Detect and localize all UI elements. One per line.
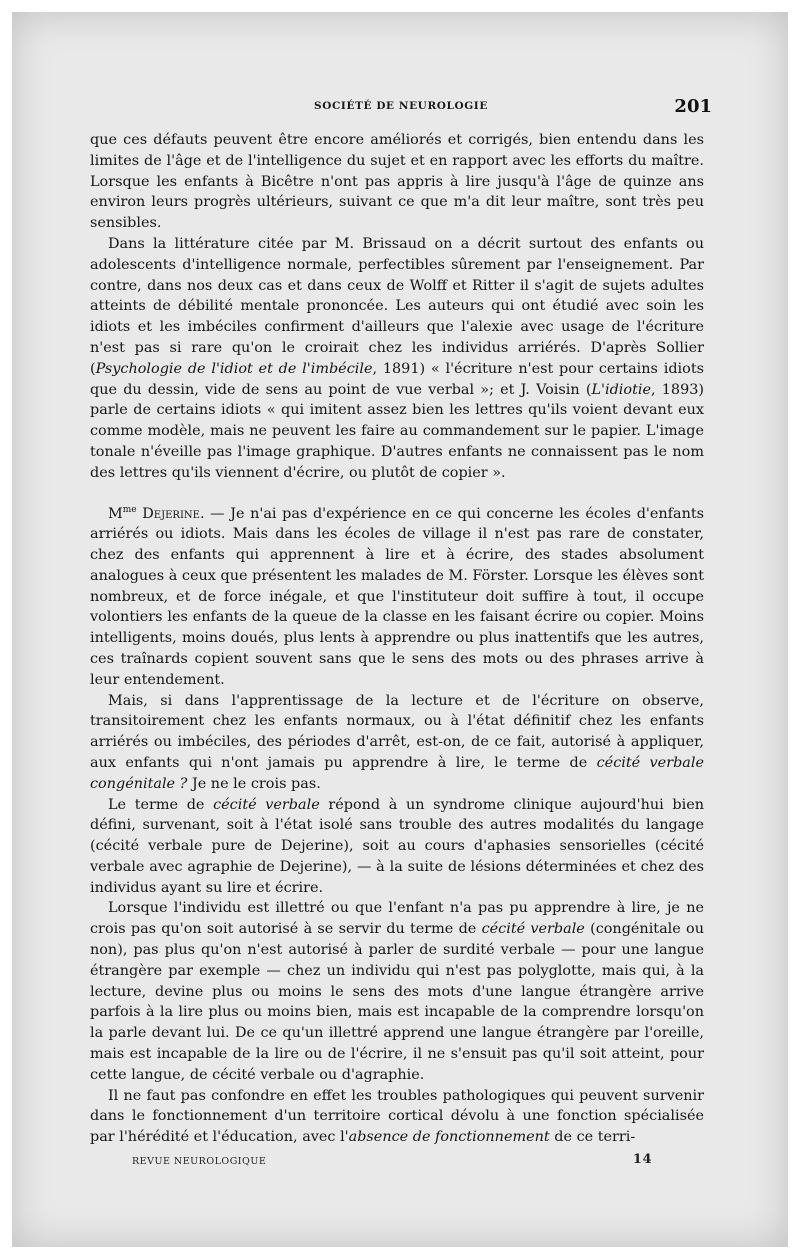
signature-mark: 14 <box>632 1152 652 1167</box>
page-header <box>90 96 712 120</box>
term-absence-fonctionnement: absence de fonctionnement <box>348 1129 550 1146</box>
book-title-sollier: Psychologie de l'idiot et de l'imbécile <box>95 360 373 377</box>
paragraph-1 <box>90 130 704 234</box>
body-text <box>90 130 704 1148</box>
paragraph-4 <box>90 691 704 795</box>
paragraph-7 <box>90 1086 704 1148</box>
term-cecite-verbale-2: cécité verbale <box>481 921 585 938</box>
speaker-name: Dejerine <box>142 505 200 522</box>
book-title-voisin: L'idiotie <box>591 381 651 398</box>
speaker-superscript: me <box>122 504 137 515</box>
running-title: SOCIÉTÉ DE NEUROLOGIE <box>314 100 488 112</box>
paragraph-2 <box>90 234 704 484</box>
page-number: 201 <box>674 96 712 117</box>
paragraph-7-text-a: Il ne faut pas confondre en effet les troubles pathologiques qui peuvent survenir dans le fonctionnement d'un territoire cortical dévolu à une fonction spécialisée par l'hérédité et l'éducation, avec l' <box>90 1087 704 1146</box>
paragraph-5-text-b: répond à un syndrome clinique aujourd'hui bien défini, survenant, soit à l'état isolé sans trouble des autres modalités du langage (cécité verbale pure de Dejerine), soit au cours d'aphasies sensorielles (cécité verbale avec agraphie de Dejerine), — à la suite de lésions déterminées et chez des individus ayant su lire et écrire. <box>90 796 704 896</box>
paragraph-5 <box>90 795 704 899</box>
paragraph-2-text-a: Dans la littérature citée par M. Brissaud on a décrit surtout des enfants ou adolescents d'intelligence normale, perfectibles sûrement par l'enseignement. Par contre, dans nos deux cas et dans ceux de Wolff et Ritter il s'agit de sujets adultes atteints de débilité mentale prononcée. Les auteurs qui ont étudié avec soin les idiots et les imbéciles confirment d'ailleurs que l'alexie avec usage de l'écriture n'est pas si rare qu'on le croirait chez les individus arriérés. D'après Sollier ( <box>90 235 704 377</box>
paragraph-6 <box>90 898 704 1085</box>
paragraph-4-text-b: Je ne le crois pas. <box>187 775 321 792</box>
paragraph-3 <box>90 500 704 691</box>
term-cecite-congenitale: cécité verbale congénitale ? <box>90 754 704 792</box>
paragraph-4-text-a: Mais, si dans l'apprentissage de la lecture et de l'écriture on observe, transitoirement chez les enfants normaux, ou à l'état définitif chez les enfants arriérés ou imbéciles, des périodes d'arrêt, est-on, de ce fait, autorisé à appliquer, aux enfants qui n'ont jamais pu apprendre à lire, le terme de <box>90 692 704 771</box>
scanned-page <box>12 12 788 1247</box>
paragraph-2-text-c: , 1893) parle de certains idiots « qui imitent assez bien les lettres qu'ils voient devant eux comme modèle, mais ne peuvent les faire au commandement sur le papier. L'image tonale n'éveille pas l'image graphique. D'autres enfants ne connaissent pas le nom des lettres qu'ils viennent d'écrire, ou plutôt de copier ». <box>90 381 704 481</box>
paragraph-5-text-a: Le terme de <box>108 796 214 813</box>
paragraph-7-text-b: de ce terri- <box>549 1129 636 1146</box>
term-cecite-verbale: cécité verbale <box>213 796 320 813</box>
paragraph-1-text: que ces défauts peuvent être encore améliorés et corrigés, bien entendu dans les limites de l'âge et de l'intelligence du sujet et en rapport avec les efforts du maître. Lorsque les enfants à Bicêtre n'ont pas appris à lire jusqu'à l'âge de quinze ans environ leurs progrès ultérieurs, suivant ce que m'a dit leur maître, sont très peu sensibles. <box>90 132 704 232</box>
speaker-prefix: M <box>108 505 123 522</box>
journal-name: REVUE NEUROLOGIQUE <box>132 1156 267 1167</box>
paragraph-6-text-a: Lorsque l'individu est illettré ou que l'enfant n'a pas pu apprendre à lire, je ne crois pas qu'on soit autorisé à se servir du terme de <box>90 900 704 938</box>
paragraph-3-text: . — Je n'ai pas d'expérience en ce qui concerne les écoles d'enfants arriérés ou idiots. Mais dans les écoles de village il n'est pas rare de constater, chez des enfants qui apprennent à lire et à écrire, des stades absolument analogues à ceux que présentent les malades de M. Förster. Lorsque les élèves sont nombreux, et de force inégale, et que l'instituteur doit suffire à tout, il occupe volontiers les enfants de la queue de la classe en les faisant écrire ou copier. Moins intelligents, moins doués, plus lents à apprendre ou plus inattentifs que les autres, ces traînards copient souvent sans que le sens des mots ou des phrases arrive à leur entendement. <box>90 505 705 688</box>
paragraph-2-text-b: , 1891) « l'écriture n'est pour certains idiots que du dessin, vide de sens au point de vue verbal »; et J. Voisin ( <box>90 360 704 398</box>
paragraph-6-text-b: (congénitale ou non), pas plus qu'on n'est autorisé à parler de surdité verbale — pour une langue étrangère par exemple — chez un individu qui n'est pas polyglotte, mais qui, à la lecture, devine plus ou moins le sens des mots d'une langue étrangère arrive parfois à la lire plus ou moins bien, mais est incapable de la comprendre lorsqu'on la parle devant lui. De ce qu'un illettré apprend une langue étrangère par l'oreille, mais est incapable de la lire ou de l'écrire, il ne s'ensuit pas qu'il soit atteint, pour cette langue, de cécité verbale ou d'agraphie. <box>90 921 704 1083</box>
